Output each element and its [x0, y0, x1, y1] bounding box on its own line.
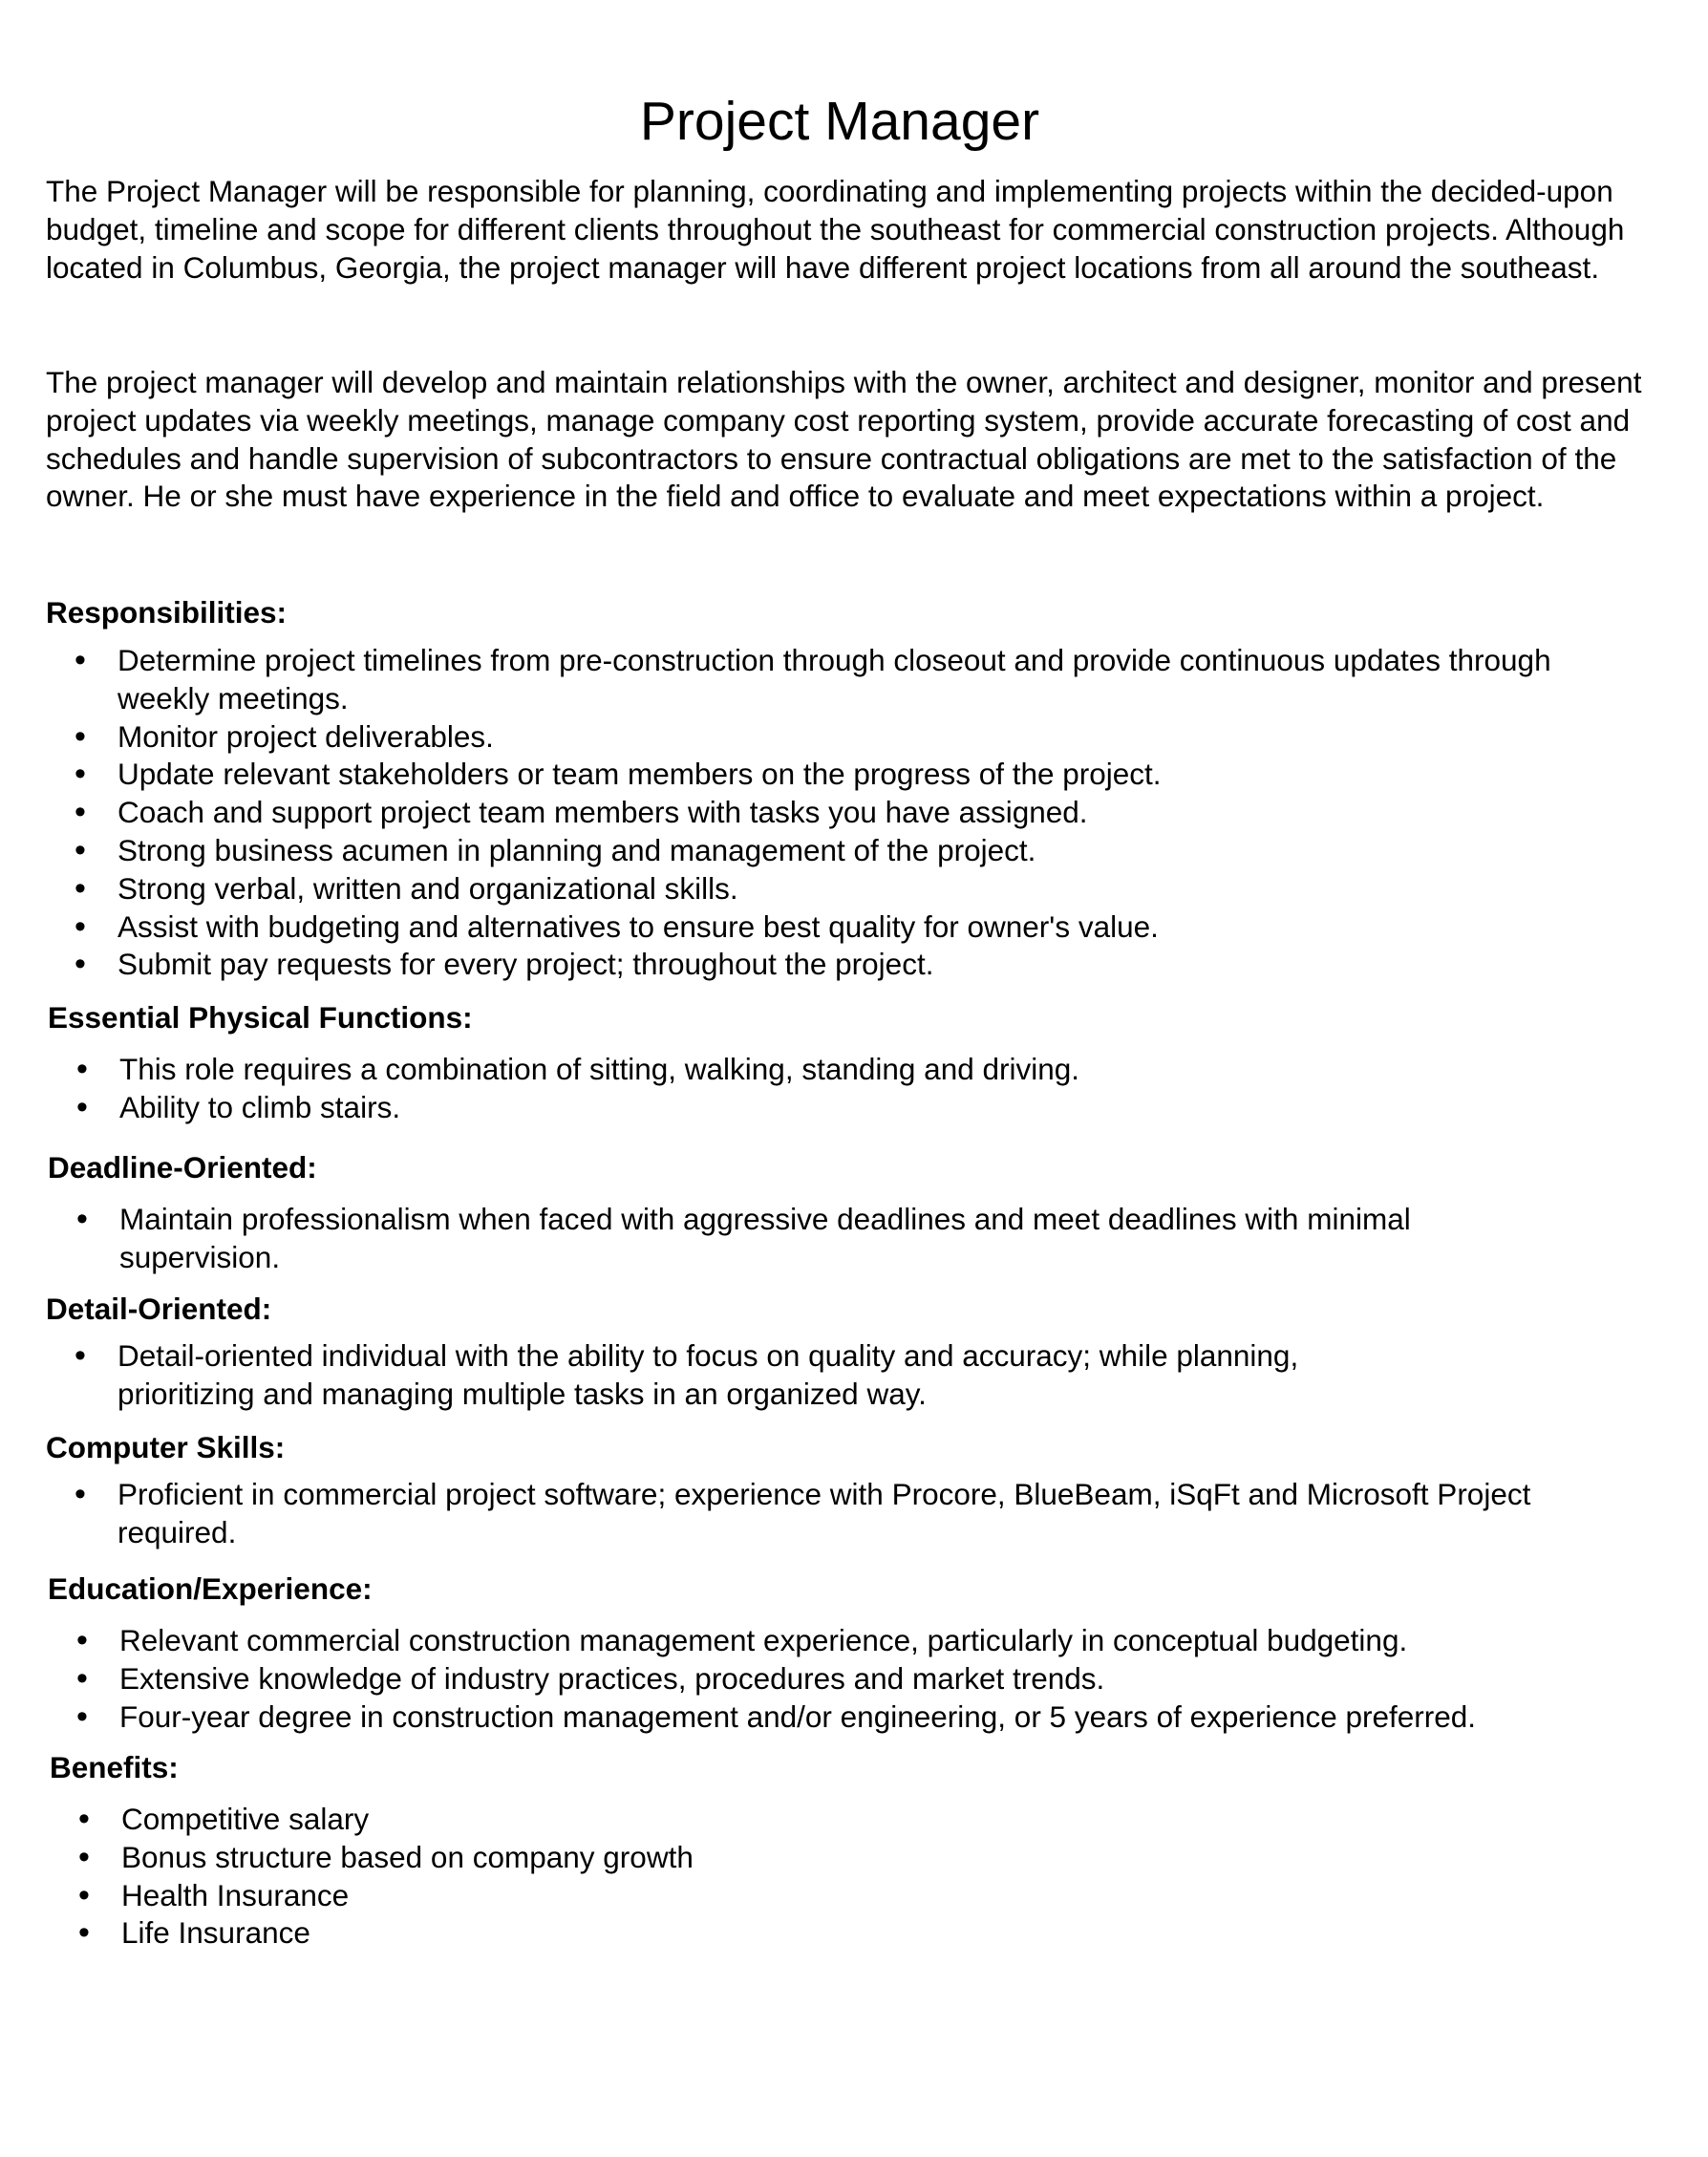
intro-paragraph-2: The project manager will develop and maintain relationships with the owner, architect and designer, monitor and present project updates via weekly meetings, manage company cost reporting system, provide accurate forecasting of cost and schedules and handle supervision of subcontractors to ensure contractual obligations are met to the satisfaction of the owner. He or she must have experience in the field and office to evaluate and meet expectations within a project.: [46, 365, 1642, 514]
list-item: • Monitor project deliverables.: [46, 718, 1555, 757]
page-title: Project Manager: [639, 91, 1040, 152]
list-item: • Update relevant stakeholders or team members on the progress of the project.: [46, 756, 1555, 794]
list-item: • Proficient in commercial project software; experience with Procore, BlueBeam, iSqFt and Microsoft Project required.: [46, 1476, 1555, 1552]
section-heading-deadline-oriented: Deadline-Oriented:: [48, 1150, 317, 1185]
section-heading-physical-functions: Essential Physical Functions:: [48, 1000, 473, 1035]
section-heading-benefits: Benefits:: [50, 1750, 179, 1784]
intro-paragraph-1: The Project Manager will be responsible for planning, coordinating and implementing projects within the decided-upon budget, timeline and scope for different clients throughout the southeast for commercial construction projects. Although located in Columbus, Georgia, the project manager will have different project locations from all around the southeast.: [46, 174, 1625, 285]
list-item: • Extensive knowledge of industry practices, procedures and market trends.: [48, 1660, 1633, 1698]
list-item: • Health Insurance: [50, 1877, 1559, 1915]
list-item: • Strong verbal, written and organizational skills.: [46, 870, 1555, 908]
list-computer-skills: [46, 1476, 1555, 1552]
list-item: • Coach and support project team members with tasks you have assigned.: [46, 794, 1555, 832]
list-item: • Assist with budgeting and alternatives to ensure best quality for owner's value.: [46, 908, 1555, 947]
list-item: • Relevant commercial construction management experience, particularly in conceptual budgeting.: [48, 1622, 1633, 1660]
list-item: • Maintain professionalism when faced with aggressive deadlines and meet deadlines with minimal supervision.: [48, 1201, 1538, 1277]
list-education-experience: [48, 1622, 1633, 1736]
list-benefits: [50, 1801, 1559, 1953]
list-item: • Four-year degree in construction management and/or engineering, or 5 years of experience preferred.: [48, 1698, 1633, 1737]
section-heading-responsibilities: Responsibilities:: [46, 595, 288, 630]
section-heading-education-experience: Education/Experience:: [48, 1571, 373, 1606]
list-item: • Competitive salary: [50, 1801, 1559, 1839]
list-physical-functions: [48, 1051, 1557, 1127]
section-heading-computer-skills: Computer Skills:: [46, 1430, 286, 1464]
list-item: • Detail-oriented individual with the ability to focus on quality and accuracy; while planning, prioritizing and managing multiple tasks in an organized way.: [46, 1337, 1421, 1414]
list-item: • This role requires a combination of sitting, walking, standing and driving.: [48, 1051, 1557, 1089]
list-item: • Life Insurance: [50, 1914, 1559, 1953]
list-item: • Ability to climb stairs.: [48, 1089, 1557, 1127]
list-item: • Determine project timelines from pre-construction through closeout and provide continuous updates through weekly meetings.: [46, 642, 1555, 718]
list-detail-oriented: [46, 1337, 1421, 1414]
list-deadline-oriented: [48, 1201, 1538, 1277]
section-heading-detail-oriented: Detail-Oriented:: [46, 1292, 272, 1326]
list-item: • Bonus structure based on company growth: [50, 1839, 1559, 1877]
list-item: • Strong business acumen in planning and management of the project.: [46, 832, 1555, 870]
list-item: • Submit pay requests for every project; throughout the project.: [46, 946, 1555, 984]
list-responsibilities: [46, 642, 1555, 984]
